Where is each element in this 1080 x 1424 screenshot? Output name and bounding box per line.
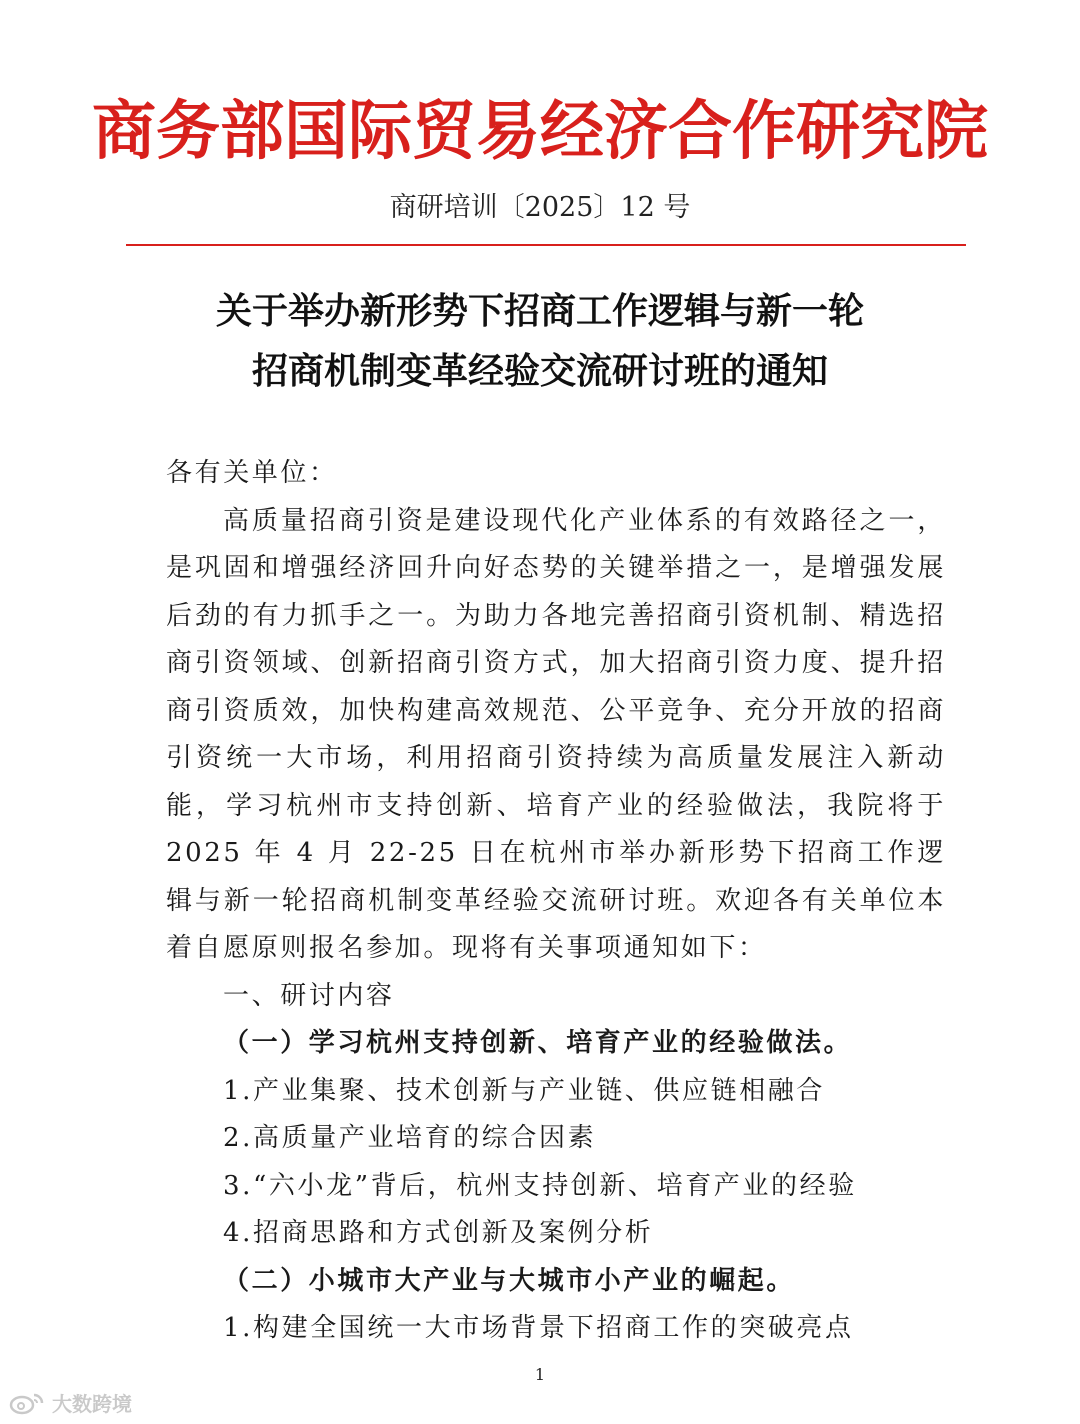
intro-paragraph: 高质量招商引资是建设现代化产业体系的有效路径之一，是巩固和增强经济回升向好态势的关键举措之一，是增强发展后劲的有力抓手之一。为助力各地完善招商引资机制、精选招商引资领域、创新招商引资方式，加大招商引资力度、提升招商引资质效，加快构建高效规范、公平竞争、充分开放的招商引资统一大市场，利用招商引资持续为高质量发展注入新动能，学习杭州市支持创新、培育产业的经验做法，我院将于 2025 年 4 月 22-25 日在杭州市举办新形势下招商工作逻辑与新一轮招商机制变革经验交流研讨班。欢迎各有关单位本着自愿原则报名参加。现将有关事项通知如下：	[166, 505, 946, 963]
subsection-heading-2: （二）小城市大产业与大城市小产业的崛起。	[223, 1265, 796, 1296]
document-number: 商研培训〔2025〕12 号	[389, 192, 691, 223]
notice-body	[166, 450, 946, 1353]
notice-title	[0, 282, 1080, 402]
list-item: 4.招商思路和方式创新及案例分析	[223, 1218, 654, 1248]
page-number: 1	[534, 1365, 546, 1384]
weibo-logo-icon	[8, 1391, 46, 1415]
list-item: 3.“六小龙”背后，杭州支持创新、培育产业的经验	[223, 1170, 857, 1201]
section-heading-1: 一、研讨内容	[223, 980, 395, 1011]
list-item: 1.产业集聚、技术创新与产业链、供应链相融合	[223, 1075, 826, 1106]
letterhead-divider	[126, 244, 966, 246]
watermark-text: 大数跨境	[52, 1392, 132, 1416]
salutation: 各有关单位：	[166, 458, 338, 488]
subsection-heading-1: （一）学习杭州支持创新、培育产业的经验做法。	[223, 1028, 853, 1058]
notice-title-line-2: 招商机制变革经验交流研讨班的通知	[251, 351, 828, 392]
watermark	[8, 1388, 132, 1417]
organization-letterhead: 商务部国际贸易经济合作研究院	[92, 95, 988, 169]
list-item: 1.构建全国统一大市场背景下招商工作的突破亮点	[223, 1313, 854, 1343]
notice-title-line-1: 关于举办新形势下招商工作逻辑与新一轮	[215, 291, 864, 332]
list-item: 2.高质量产业培育的综合因素	[223, 1123, 597, 1153]
